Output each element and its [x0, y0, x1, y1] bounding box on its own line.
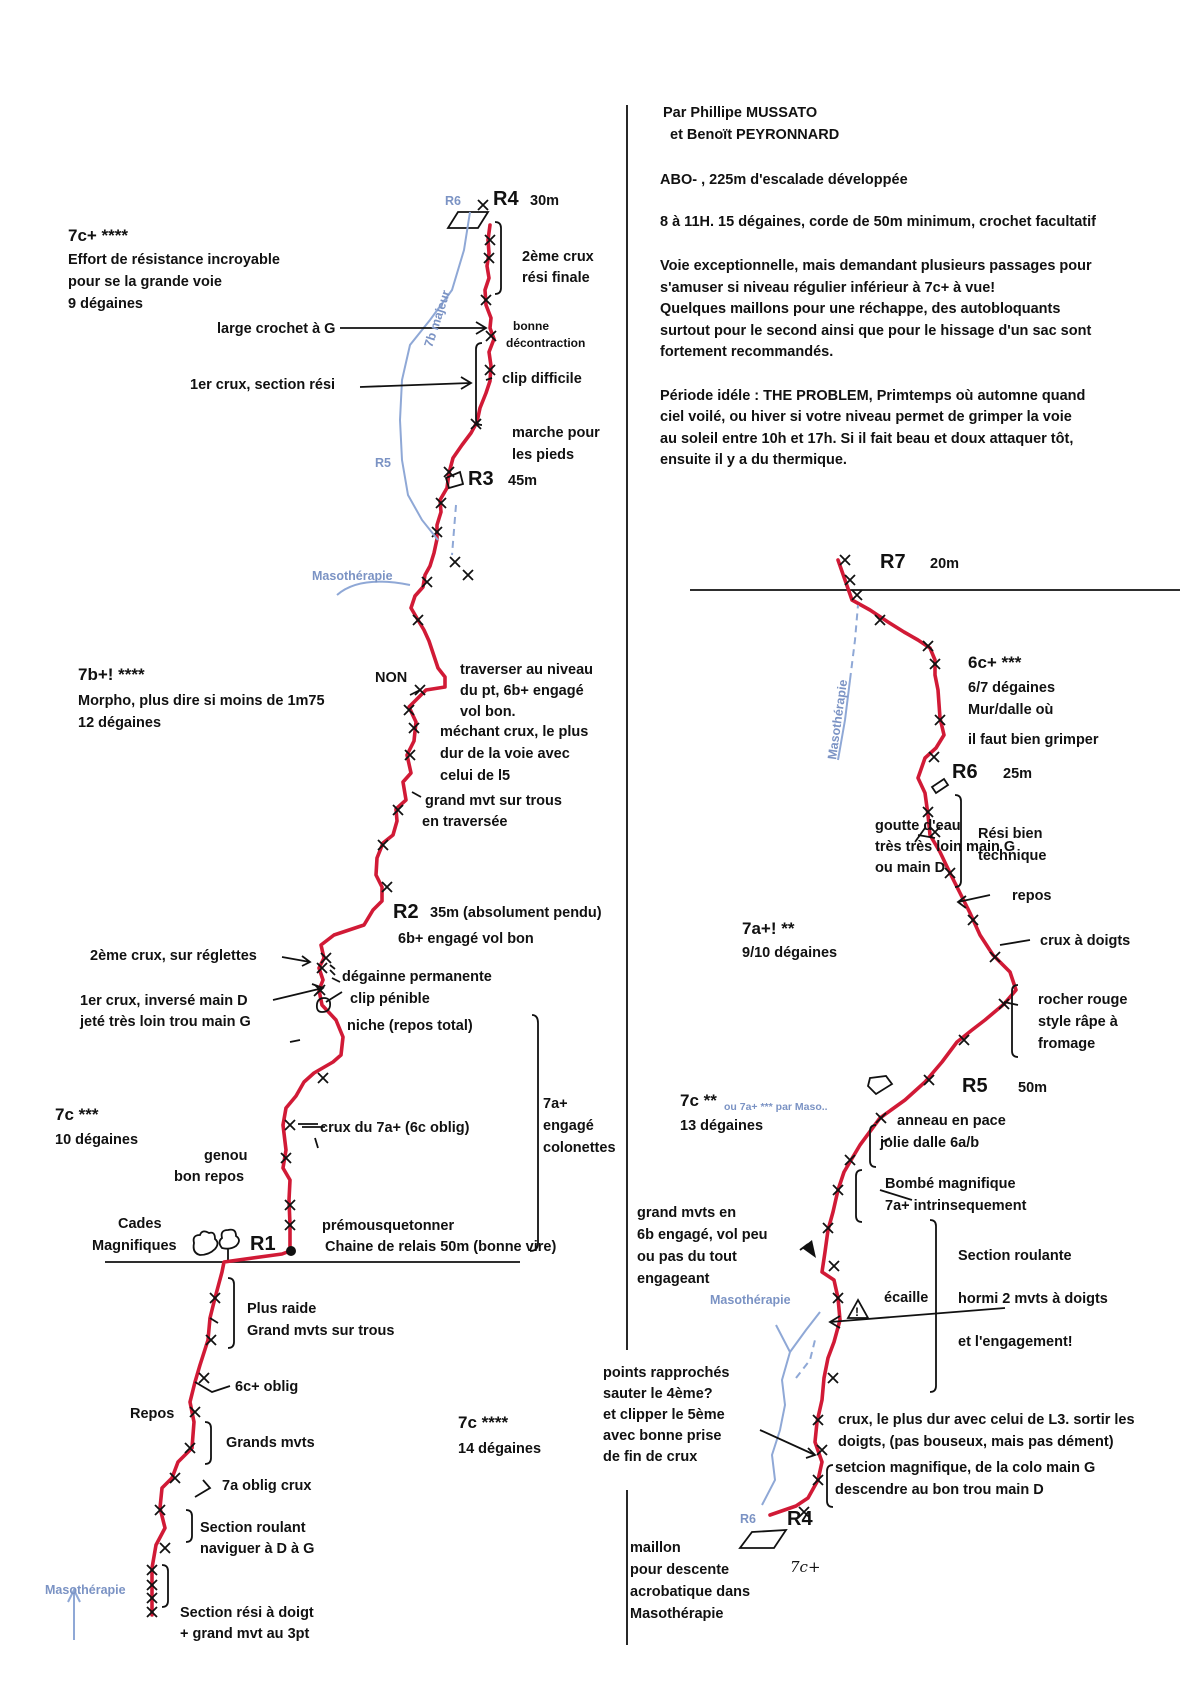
note-mc2: dur de la voie avec [440, 746, 570, 762]
relay-r7: R7 [880, 551, 906, 573]
relay-r4-right-icon [740, 1530, 786, 1548]
note-an2: jolie dalle 6a/b [880, 1135, 980, 1151]
bolt-icon [990, 952, 1000, 962]
note-rr1: rocher rouge [1038, 992, 1128, 1008]
relay-r4-right: R4 [787, 1508, 813, 1530]
note-s2b: naviguer à D à G [200, 1541, 315, 1557]
period-line-1: Période idéle : THE PROBLEM, Primtemps où automne quand [660, 388, 1086, 404]
note-tr3: vol bon. [460, 704, 516, 720]
relay-r4: R4 [493, 188, 519, 210]
bolt-icon [828, 1373, 838, 1383]
relay-r5: R5 [962, 1075, 988, 1097]
note-cx2: doigts, (pas bouseux, mais pas dément) [838, 1434, 1114, 1450]
header-block [660, 105, 1096, 468]
pitch2-grade: 7c *** [55, 1105, 99, 1124]
relay-r7-len: 20m [930, 556, 960, 572]
note-mc3: celui de l5 [440, 768, 511, 784]
pitch2-info: 10 dégaines [55, 1132, 139, 1148]
note-s5: Repos [130, 1406, 175, 1422]
note-mc1: méchant crux, le plus [440, 724, 589, 740]
note-gm3-right: ou pas du tout [637, 1249, 737, 1265]
pitch5-info: 13 dégaines [680, 1118, 764, 1134]
note-sr3: et l'engagement! [958, 1334, 1073, 1350]
period-line-2: ciel voilé, ou hiver si votre niveau permet de grimper la voie [660, 409, 1072, 425]
note-crux1r: 1er crux, section rési [190, 377, 336, 393]
note-eng2: engagé [543, 1118, 594, 1134]
variant-dashed [452, 505, 456, 555]
note-bd1: bonne [513, 319, 549, 333]
note-ge3: ou main D [875, 860, 946, 876]
note-sc1: setcion magnifique, de la colo main G [835, 1460, 1096, 1476]
note-gm2-right: 6b engagé, vol peu [637, 1227, 768, 1243]
note-crux2: 2ème crux, sur réglettes [90, 948, 257, 964]
note-gm1: grand mvt sur trous [425, 793, 562, 809]
note-gm4-right: engageant [637, 1271, 710, 1287]
bolt-icon [929, 752, 939, 762]
relay-r5-len: 50m [1018, 1080, 1048, 1096]
desc-line-5: fortement recommandés. [660, 344, 834, 360]
note-pr2: sauter le 4ème? [603, 1386, 713, 1402]
note-pr5: de fin de crux [603, 1449, 698, 1465]
pitch1-info: 14 dégaines [458, 1441, 542, 1457]
left-labels [45, 188, 616, 1642]
note-crux7a: crux du 7a+ (6c oblig) [320, 1120, 470, 1136]
note-crux2a: 2ème crux [522, 249, 594, 265]
relay-r6: R6 [952, 761, 978, 783]
period-line-4: ensuite il y a du thermique. [660, 452, 847, 468]
variant-maso-mid [337, 582, 410, 595]
note-crux1a: 1er crux, inversé main D [80, 993, 248, 1009]
note-sr2: hormi 2 mvts à doigts [958, 1291, 1108, 1307]
note-maillon3: acrobatique dans [630, 1584, 751, 1600]
pitch7-info1: 6/7 dégaines [968, 680, 1056, 696]
note-tr1: traverser au niveau [460, 662, 593, 678]
note-s7a: Plus raide [247, 1301, 317, 1317]
note-ge1: goutte d'eau [875, 818, 961, 834]
note-pr3: et clipper le 5ème [603, 1407, 725, 1423]
relay-r3: R3 [468, 468, 494, 490]
pitch7-grade: 6c+ *** [968, 653, 1022, 672]
bolt-icon [999, 999, 1009, 1009]
bolt-icon [450, 557, 460, 567]
note-cx1: crux, le plus dur avec celui de L3. sortir les [838, 1412, 1135, 1428]
note-genou1: genou [204, 1148, 248, 1164]
label-maso-right-top: Masothérapie [825, 678, 851, 761]
note-bm2: 7a+ intrinsequement [885, 1198, 1027, 1214]
note-cades2: Magnifiques [92, 1238, 177, 1254]
bolt-icon [852, 590, 862, 600]
grade-length: ABO- , 225m d'escalade développée [660, 172, 908, 188]
variant-maso-top-dashed [850, 605, 858, 680]
note-prem: prémousquetonner [322, 1218, 455, 1234]
pitch5-alt: ou 7a+ *** par Maso.. [724, 1101, 828, 1113]
note-crux1b: jeté très loin trou main G [80, 1014, 251, 1030]
note-gm1-right: grand mvts en [637, 1205, 737, 1221]
note-s7b: Grand mvts sur trous [247, 1323, 395, 1339]
label-r6-right: R6 [740, 1512, 756, 1526]
relay-r5-icon [868, 1076, 892, 1094]
variant-maso-right [762, 1325, 790, 1505]
note-signature: 7c+ [790, 1558, 821, 1576]
desc-line-3: Quelques maillons pour une réchappe, des autobloquants [660, 301, 1061, 317]
bolt-icon [840, 555, 850, 565]
author-1: Par Phillipe MUSSATO [663, 105, 818, 121]
note-non: NON [375, 670, 408, 686]
bolt-icon [318, 1073, 328, 1083]
label-r5-left: R5 [375, 456, 391, 470]
note-sc2: descendre au bon trou main D [835, 1482, 1044, 1498]
relay-r4-len: 30m [530, 193, 560, 209]
note-degp: dégainne permanente [342, 969, 492, 985]
pitch7-info2: Mur/dalle où [968, 702, 1054, 718]
pitch4-grade: 7c+ **** [68, 226, 129, 245]
note-rb2: technique [978, 848, 1047, 864]
note-bd2: décontraction [506, 336, 586, 350]
label-7b-majeur: 7b majeur [421, 288, 454, 349]
tree-icon [220, 1230, 240, 1260]
note-rr2: style râpe à [1038, 1014, 1118, 1030]
period-line-3: au soleil entre 10h et 17h. Si il fait beau et doux attaquer tôt, [660, 431, 1074, 447]
bolts-right [799, 555, 1009, 1517]
note-mp1: marche pour [512, 425, 600, 441]
note-clipd: clip difficile [502, 371, 582, 387]
pitch3-info1: Morpho, plus dire si moins de 1m75 [78, 693, 325, 709]
bolt-icon [463, 570, 473, 580]
gear-info: 8 à 11H. 15 dégaines, corde de 50m minimum, crochet facultatif [660, 214, 1096, 230]
label-maso-mid: Masothérapie [312, 569, 393, 583]
pitch3-grade: 7b+! **** [78, 665, 145, 684]
pitch4-info1: Effort de résistance incroyable [68, 252, 280, 268]
pitch7-info3: il faut bien grimper [968, 732, 1099, 748]
note-crux2b: rési finale [522, 270, 590, 286]
note-cades1: Cades [118, 1216, 162, 1232]
note-an1: anneau en pace [897, 1113, 1006, 1129]
note-rb1: Rési bien [978, 826, 1043, 842]
bolt-icon [285, 1120, 295, 1130]
relay-r3-len: 45m [508, 473, 538, 489]
pitch3-info2: 12 dégaines [78, 715, 162, 731]
desc-line-4: surtout pour le second ainsi que pour le hissage d'un sac sont [660, 323, 1092, 339]
note-s4: Grands mvts [226, 1435, 315, 1451]
note-rr3: fromage [1038, 1036, 1096, 1052]
tree-icon [194, 1231, 218, 1255]
note-niche: niche (repos total) [347, 1018, 473, 1034]
note-tr2: du pt, 6b+ engagé [460, 683, 584, 699]
note-s1a: Section rési à doigt [180, 1605, 314, 1621]
variant-maso-dashed [796, 1340, 815, 1378]
pitch4-info3: 9 dégaines [68, 296, 143, 312]
label-r6-left: R6 [445, 194, 461, 208]
note-s2a: Section roulant [200, 1520, 306, 1536]
note-cxd: crux à doigts [1040, 933, 1131, 949]
maso-arrow [68, 1590, 80, 1640]
bolt-icon [478, 200, 488, 210]
relay-r6-icon [932, 779, 948, 793]
author-2: et Benoït PEYRONNARD [670, 127, 840, 143]
relay-r2-len: 35m (absolument pendu) [430, 905, 602, 921]
note-ge2: très très loin main G [875, 839, 1016, 855]
note-sr1: Section roulante [958, 1248, 1072, 1264]
note-maillon2: pour descente [630, 1562, 730, 1578]
note-eng1: 7a+ [543, 1096, 568, 1112]
pitch1-grade: 7c **** [458, 1413, 509, 1432]
bolt-icon [829, 1261, 839, 1271]
desc-line-2: s'amuser si niveau régulier inférieur à 7c+ à vue! [660, 280, 996, 296]
note-mp2: les pieds [512, 447, 575, 463]
label-maso-bottom: Masothérapie [45, 1583, 126, 1597]
note-pr4: avec bonne prise [603, 1428, 722, 1444]
note-crochet: large crochet à G [217, 321, 336, 337]
note-maillon4: Masothérapie [630, 1606, 724, 1622]
note-r2sub: 6b+ engagé vol bon [398, 931, 534, 947]
label-maso-right-low: Masothérapie [710, 1293, 791, 1307]
note-s3: 7a oblig crux [222, 1478, 312, 1494]
desc-line-1: Voie exceptionnelle, mais demandant plusieurs passages pour [660, 258, 1092, 274]
warning-glyph: ! [855, 1305, 859, 1319]
note-s1b: + grand mvt au 3pt [180, 1626, 310, 1642]
bolt-icon [199, 1373, 209, 1383]
pitch6-info: 9/10 dégaines [742, 945, 838, 961]
pitch5-grade: 7c ** [680, 1091, 717, 1110]
relay-r6-len: 25m [1003, 766, 1033, 782]
note-eng3: colonettes [543, 1140, 616, 1156]
note-genou2: bon repos [174, 1169, 245, 1185]
note-ecaille: écaille [884, 1290, 929, 1306]
pitch4-info2: pour se la grande voie [68, 274, 222, 290]
note-bm1: Bombé magnifique [885, 1176, 1016, 1192]
variant-7b-majeur [400, 212, 470, 540]
note-clipp: clip pénible [350, 991, 430, 1007]
relay-r1: R1 [250, 1233, 276, 1255]
bolt-icon [160, 1543, 170, 1553]
note-chaine: Chaine de relais 50m (bonne vire) [325, 1239, 557, 1255]
note-repos: repos [1012, 888, 1052, 904]
note-s6: 6c+ oblig [235, 1379, 299, 1395]
relay-r2: R2 [393, 901, 419, 923]
pitch6-grade: 7a+! ** [742, 919, 795, 938]
note-maillon1: maillon [630, 1540, 681, 1556]
relay-r1-dot [286, 1246, 296, 1256]
bolt-icon [876, 1113, 886, 1123]
note-gm2: en traversée [422, 814, 508, 830]
variant-maso-right-2 [790, 1312, 820, 1352]
marker-icon [802, 1240, 816, 1258]
note-pr1: points rapprochés [603, 1365, 730, 1381]
